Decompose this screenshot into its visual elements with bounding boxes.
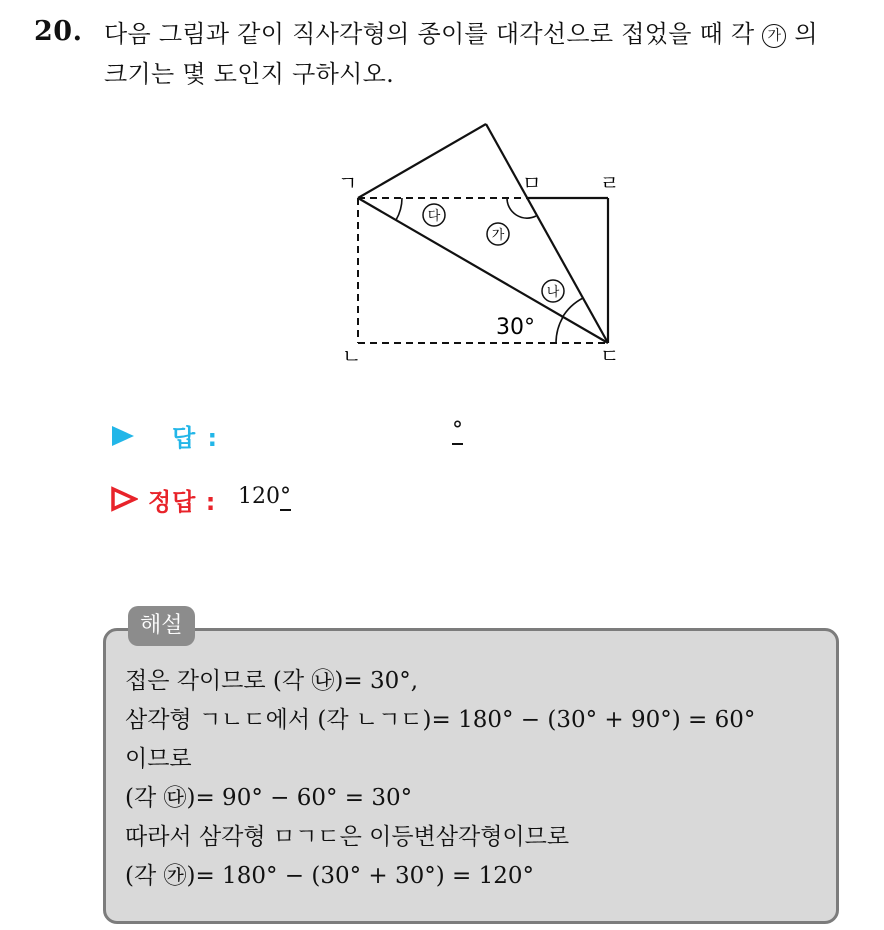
folded-side-edge [486, 124, 608, 343]
explanation-line: 접은 각이므로 (각 ㉯)= 30°, [125, 668, 419, 694]
vertex-label-top-right: ㄹ [600, 171, 620, 195]
given-angle-label: 30° [496, 315, 535, 340]
angle-label-na: 나 [546, 285, 560, 300]
circled-ga-mark: 가 [762, 24, 786, 48]
folded-top-edge [358, 124, 486, 198]
question-number: 20. [34, 16, 83, 47]
explanation-text [125, 662, 835, 896]
explanation-tab: 해설 [128, 606, 195, 646]
play-arrow-icon [110, 424, 136, 448]
angle-label-da: 다 [427, 209, 441, 224]
question-line-1 [104, 14, 874, 54]
explanation-line: (각 ㉮)= 180° − (30° + 30°) = 120° [125, 863, 535, 889]
question-text [104, 14, 874, 94]
answer-row [110, 418, 610, 454]
vertex-label-fold-point: ㅁ [522, 171, 542, 195]
correct-answer-row [110, 482, 610, 518]
angle-arc-30 [556, 317, 563, 343]
question-line-1-end: 의 [786, 20, 818, 48]
explanation-line: 이므로 [125, 746, 192, 772]
angle-label-ga: 가 [491, 228, 505, 243]
correct-answer-value [238, 484, 291, 509]
diagonal-fold [358, 198, 608, 343]
correct-answer-number: 120 [238, 484, 280, 509]
answer-label: 답 : [172, 424, 220, 452]
explanation-line: 따라서 삼각형 ㅁㄱㄷ은 이등변삼각형이므로 [125, 824, 570, 850]
angle-arc-na [562, 298, 583, 318]
outline-arrow-icon [110, 486, 138, 512]
correct-answer-unit: ° [280, 484, 291, 509]
question-line-2: 크기는 몇 도인지 구하시오. [104, 60, 395, 88]
explanation-line: (각 ㉰)= 90° − 60° = 30° [125, 785, 413, 811]
vertex-label-bottom-right: ㄷ [600, 344, 620, 368]
explanation-line: 삼각형 ㄱㄴㄷ에서 (각 ㄴㄱㄷ)= 180° − (30° + 90°) = 60° [125, 707, 756, 733]
angle-arc-da [396, 198, 402, 220]
vertex-label-top-left: ㄱ [338, 171, 358, 195]
question-line-1-start: 다음 그림과 같이 직사각형의 종이를 대각선으로 접었을 때 각 [104, 20, 763, 48]
vertex-label-bottom-left: ㄴ [342, 344, 362, 368]
answer-blank-unit[interactable]: ° [452, 418, 463, 443]
folded-rectangle-diagram [330, 115, 640, 375]
correct-answer-label: 정답 : [148, 488, 217, 516]
